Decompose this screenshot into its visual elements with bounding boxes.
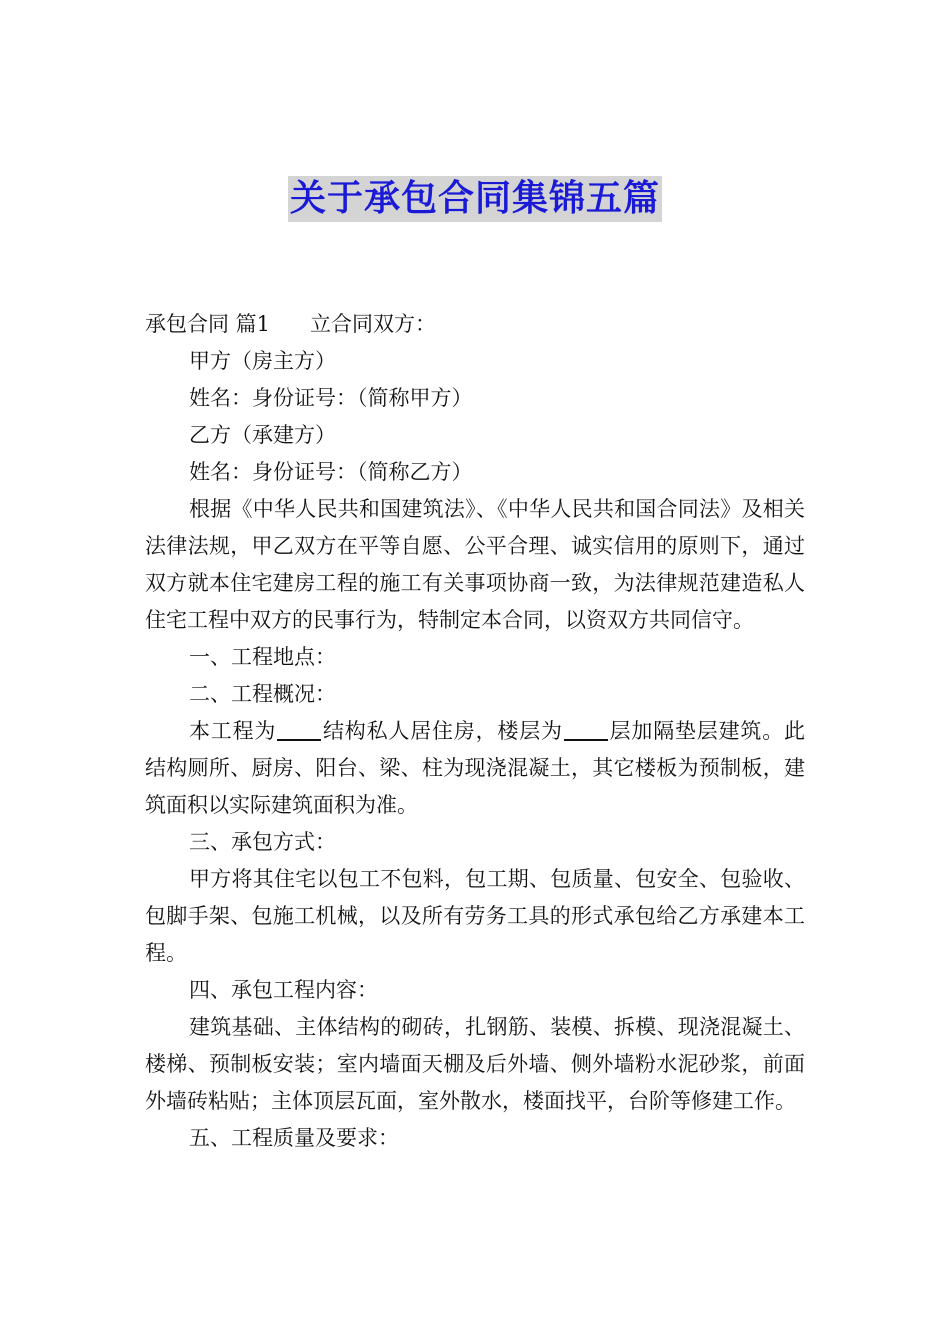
paragraph-party-b: 乙方（承建方） xyxy=(189,423,336,447)
paragraph-section-5: 五、工程质量及要求： xyxy=(189,1126,399,1150)
paragraph-party-a: 甲方（房主方） xyxy=(189,349,336,373)
overview-part-1: 本工程为 xyxy=(189,719,277,743)
section-heading-left: 承包合同 篇1 xyxy=(145,312,271,336)
paragraph-party-b-name: 姓名：身份证号：（简称乙方） xyxy=(189,460,473,484)
overview-part-2: 结构私人居住房，楼层为 xyxy=(322,719,563,743)
paragraph-section-3: 三、承包方式： xyxy=(189,830,336,854)
paragraph-section-2: 二、工程概况： xyxy=(189,682,336,706)
blank-floors xyxy=(564,717,608,741)
document-title: 关于承包合同集锦五篇 xyxy=(288,176,662,222)
paragraph-contract-content: 建筑基础、主体结构的砌砖，扎钢筋、装模、拆模、现浇混凝土、楼梯、预制板安装；室内墙面天棚及后外墙、侧外墙粉水泥砂浆，前面外墙砖粘贴；主体顶层瓦面，室外散水，楼面找平，台阶等修建工作。 xyxy=(145,1015,805,1113)
paragraph-basis: 根据《中华人民共和国建筑法》、《中华人民共和国合同法》及相关法律法规，甲乙双方在平等自愿、公平合理、诚实信用的原则下，通过双方就本住宅建房工程的施工有关事项协商一致，为法律规范建造私人住宅工程中双方的民事行为，特制定本合同，以资双方共同信守。 xyxy=(145,497,805,632)
title-container xyxy=(0,176,950,222)
paragraph-section-1: 一、工程地点： xyxy=(189,645,336,669)
paragraph-contract-method: 甲方将其住宅以包工不包料，包工期、包质量、包安全、包验收、包脚手架、包施工机械，以及所有劳务工具的形式承包给乙方承建本工程。 xyxy=(145,867,805,965)
paragraph-section-4: 四、承包工程内容： xyxy=(189,978,378,1002)
document-body xyxy=(145,306,805,1157)
section-heading-right: 立合同双方： xyxy=(310,312,437,336)
section-heading xyxy=(145,306,805,343)
overview-part-3: 层加隔垫层建筑。此结构厕所、厨房、阳台、梁、柱为现浇混凝土，其它楼板为预制板，建筑面积以实际建筑面积为准。 xyxy=(145,719,806,817)
paragraph-overview xyxy=(145,713,805,824)
paragraph-party-a-name: 姓名：身份证号：（简称甲方） xyxy=(189,386,473,410)
blank-structure xyxy=(277,717,321,741)
